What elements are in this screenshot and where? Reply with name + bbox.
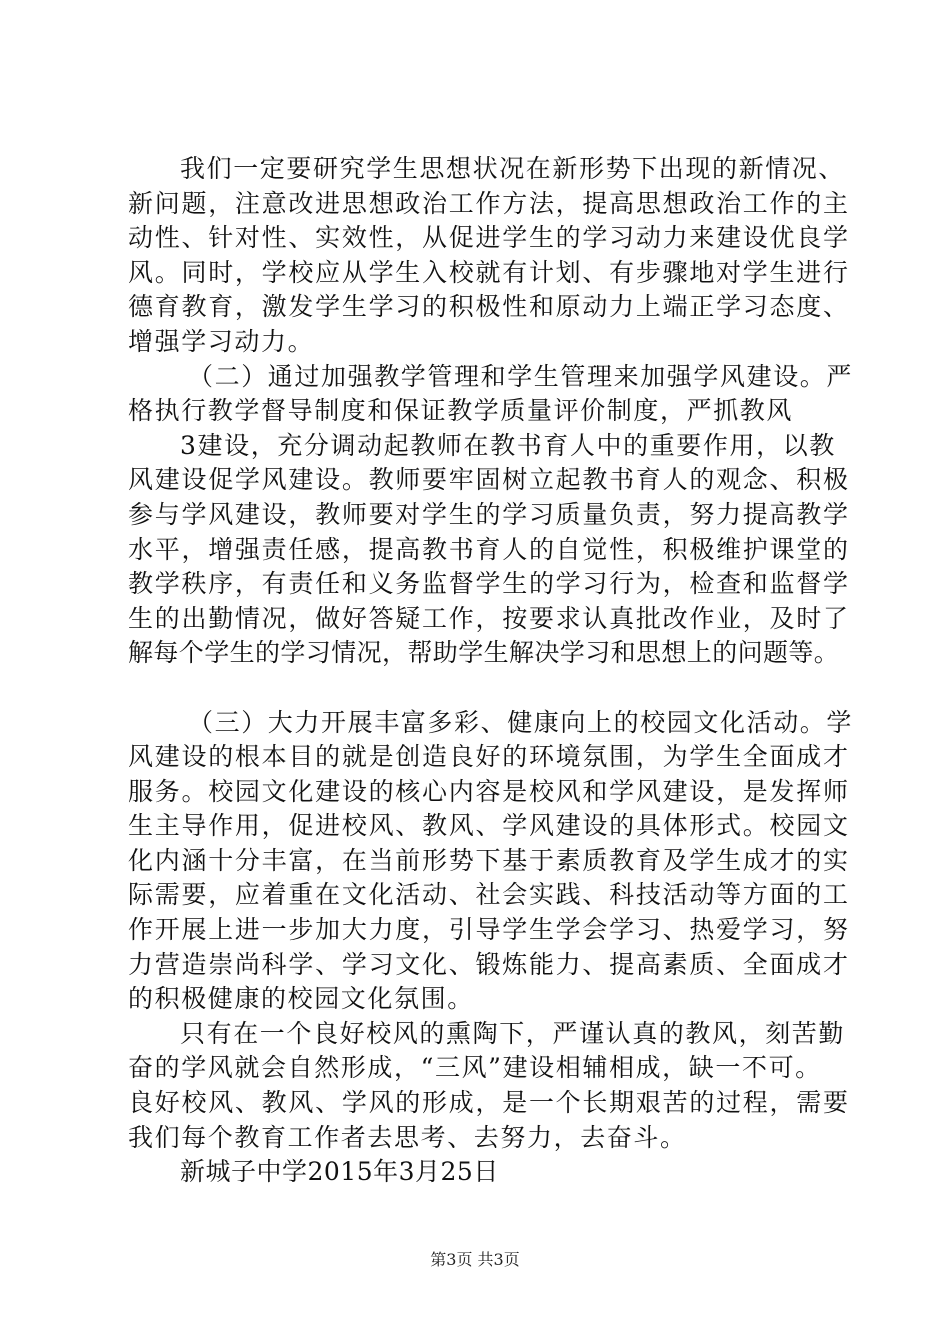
paragraph-line: 生的出勤情况，做好答疑工作，按要求认真批改作业，及时了: [128, 603, 848, 633]
paragraph-line: 力营造崇尚科学、学习文化、锻炼能力、提高素质、全面成才: [128, 949, 848, 979]
section-heading-line: （二）通过加强教学管理和学生管理来加强学风建设。严: [188, 361, 854, 391]
paragraph-line: 参与学风建设，教师要对学生的学习质量负责，努力提高教学: [128, 499, 848, 529]
section-heading-line: （三）大力开展丰富多彩、健康向上的校园文化活动。学: [188, 707, 854, 737]
paragraph-line: 3建设，充分调动起教师在教书育人中的重要作用，以教: [180, 430, 836, 460]
paragraph-line: 生主导作用，促进校风、教风、学风建设的具体形式。校园文: [128, 811, 848, 841]
paragraph-line: 德育教育，激发学生学习的积极性和原动力上端正学习态度、: [128, 292, 848, 322]
paragraph-gap: [128, 671, 848, 706]
paragraph-line: 水平，增强责任感，提高教书育人的自觉性，积极维护课堂的: [128, 534, 848, 564]
document-body: [128, 152, 854, 1190]
paragraph-line: 新问题，注意改进思想政治工作方法，提高思想政治工作的主: [128, 188, 848, 218]
paragraph-line: 增强学习动力。: [128, 326, 315, 356]
paragraph-line: 化内涵十分丰富，在当前形势下基于素质教育及学生成才的实: [128, 845, 848, 875]
paragraph-line: 只有在一个良好校风的熏陶下，严谨认真的教风，刻苦勤: [180, 1018, 846, 1048]
paragraph-line: 作开展上进一步加大力度，引导学生学会学习、热爱学习，努: [128, 915, 848, 945]
paragraph-line: 我们一定要研究学生思想状况在新形势下出现的新情况、: [180, 154, 846, 183]
paragraph-line: 际需要，应着重在文化活动、社会实践、科技活动等方面的工: [128, 880, 848, 910]
paragraph-line: 良好校风、教风、学风的形成，是一个长期艰苦的过程，需要: [128, 1088, 848, 1118]
paragraph-line: 风建设的根本目的就是创造良好的环境氛围，为学生全面成才: [128, 742, 848, 772]
paragraph-line: 格执行教学督导制度和保证教学质量评价制度，严抓教风: [128, 396, 794, 426]
paragraph-line: 风建设促学风建设。教师要牢固树立起教书育人的观念、积极: [128, 465, 848, 495]
paragraph-line: 服务。校园文化建设的核心内容是校风和学风建设，是发挥师: [128, 776, 848, 806]
paragraph-line: 教学秩序，有责任和义务监督学生的学习行为，检查和监督学: [128, 569, 848, 599]
paragraph-line: 风。同时，学校应从学生入校就有计划、有步骤地对学生进行: [128, 257, 848, 287]
paragraph-line: 解每个学生的学习情况，帮助学生解决学习和思想上的问题等。: [128, 638, 840, 668]
page-number-footer: 第3页 共3页: [430, 1250, 520, 1269]
paragraph-line: 我们每个教育工作者去思考、去努力，去奋斗。: [128, 1122, 687, 1152]
paragraph-line: 的积极健康的校园文化氛围。: [128, 984, 474, 1014]
paragraph-line: 奋的学风就会自然形成，“三风”建设相辅相成，缺一不可。: [128, 1053, 822, 1083]
paragraph-line: 动性、针对性、实效性，从促进学生的学习动力来建设优良学: [128, 223, 848, 253]
signature-date-line: 新城子中学2015年3月25日: [180, 1157, 499, 1187]
